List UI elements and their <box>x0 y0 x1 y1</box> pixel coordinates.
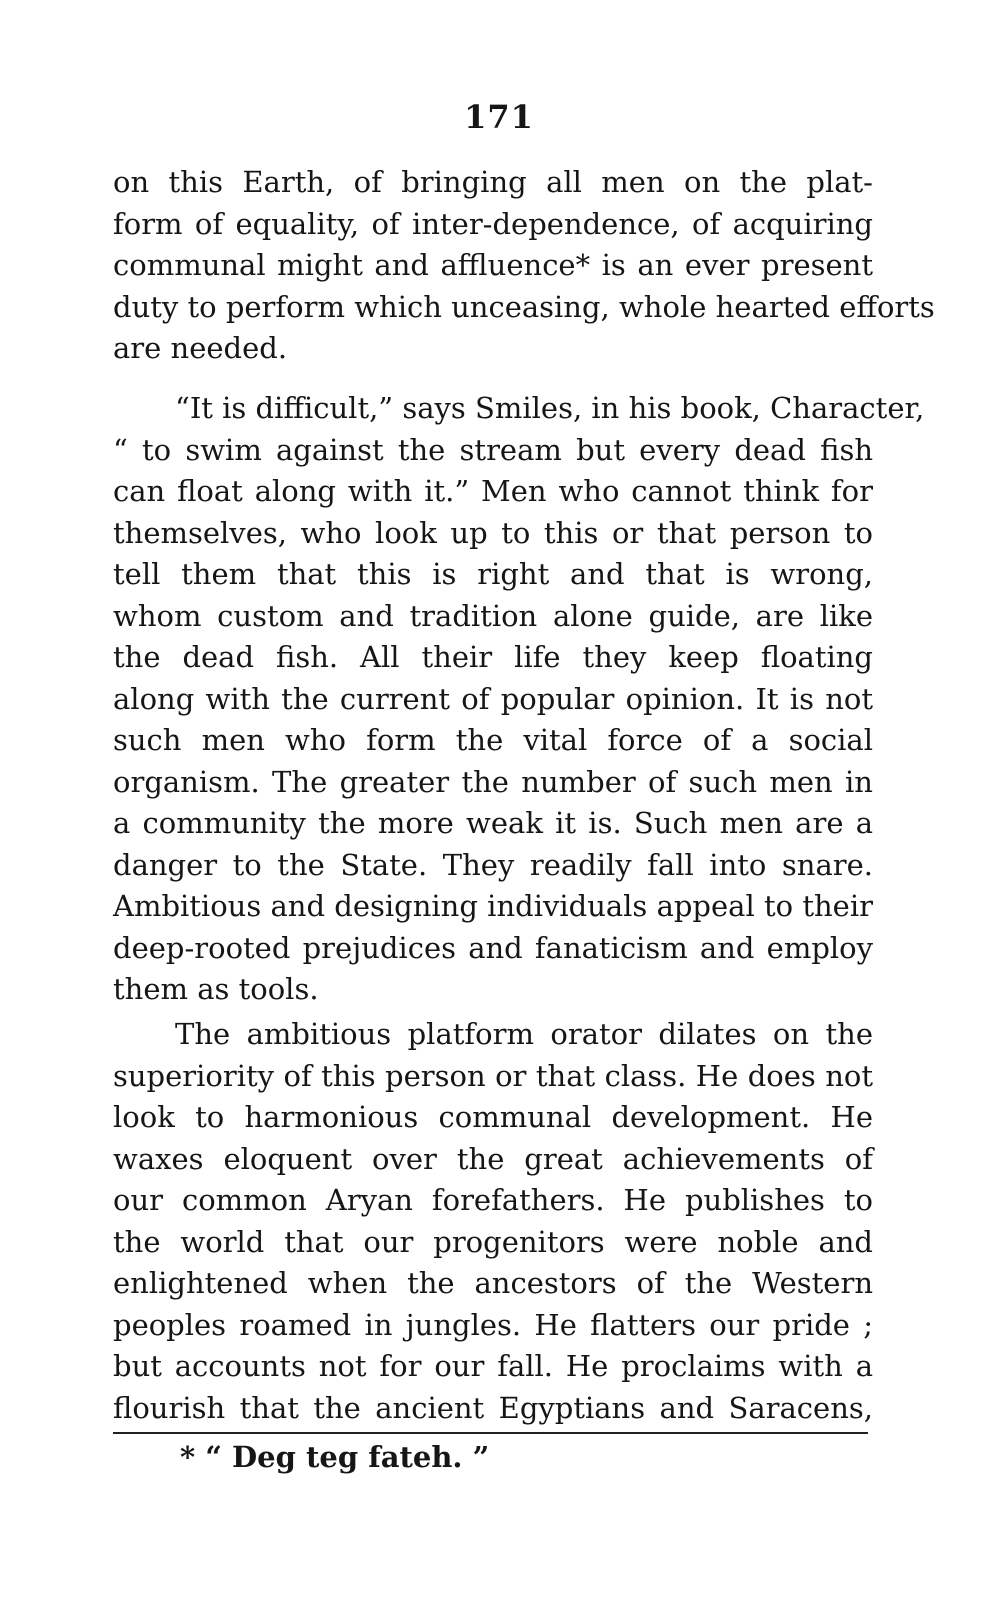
text-line: a community the more weak it is. Such men are a <box>113 806 873 840</box>
text-line: look to harmonious communal development. He <box>113 1100 873 1134</box>
text-line: our common Aryan forefathers. He publishes to <box>113 1183 873 1217</box>
text-line: “ to swim against the stream but every dead fish <box>113 432 873 467</box>
text-line: but accounts not for our fall. He proclaims with a <box>113 1349 873 1383</box>
text-line: the dead fish. All their life they keep floating <box>113 640 873 674</box>
paragraph-3 <box>113 1014 873 1429</box>
page-number: 171 <box>464 98 534 136</box>
text-line: tell them that this is right and that is wrong, <box>113 557 873 591</box>
text-line: whom custom and tradition alone guide, are like <box>113 598 873 633</box>
text-line: “It is difficult,” says Smiles, in his book, Character, <box>175 391 925 425</box>
text-line: the world that our progenitors were noble and <box>113 1224 873 1259</box>
paragraph-1 <box>113 162 935 370</box>
text-line: themselves, who look up to this or that person to <box>113 515 873 550</box>
footnote: * “ Deg teg fateh. ” <box>180 1440 490 1474</box>
text-line: can float along with it.” Men who cannot think for <box>113 474 873 508</box>
text-line: them as tools. <box>113 972 319 1006</box>
text-line: peoples roamed in jungles. He flatters our pride ; <box>113 1307 873 1342</box>
text-line: duty to perform which unceasing, whole hearted efforts <box>113 289 935 324</box>
text-line: flourish that the ancient Egyptians and Saracens, <box>113 1390 873 1425</box>
text-line: danger to the State. They readily fall into snare. <box>113 847 873 882</box>
text-line: such men who form the vital force of a social <box>113 723 873 757</box>
text-line: deep-rooted prejudices and fanaticism and employ <box>113 930 873 965</box>
text-line: The ambitious platform orator dilates on the <box>175 1017 873 1051</box>
text-line: organism. The greater the number of such men in <box>113 764 873 799</box>
paragraph-2 <box>113 388 925 1011</box>
text-line: Ambitious and designing individuals appeal to their <box>113 889 873 923</box>
footnote-divider <box>113 1432 868 1434</box>
text-line: along with the current of popular opinion. It is not <box>113 681 873 716</box>
text-line: superiority of this person or that class. He does not <box>113 1058 873 1093</box>
text-line: are needed. <box>113 331 288 365</box>
text-line: communal might and affluence* is an ever present <box>113 248 873 282</box>
text-line: enlightened when the ancestors of the Western <box>113 1266 873 1300</box>
text-line: waxes eloquent over the great achievements of <box>113 1141 873 1176</box>
text-line: form of equality, of inter-dependence, of acquiring <box>113 206 873 241</box>
text-line: on this Earth, of bringing all men on the plat- <box>113 165 873 199</box>
